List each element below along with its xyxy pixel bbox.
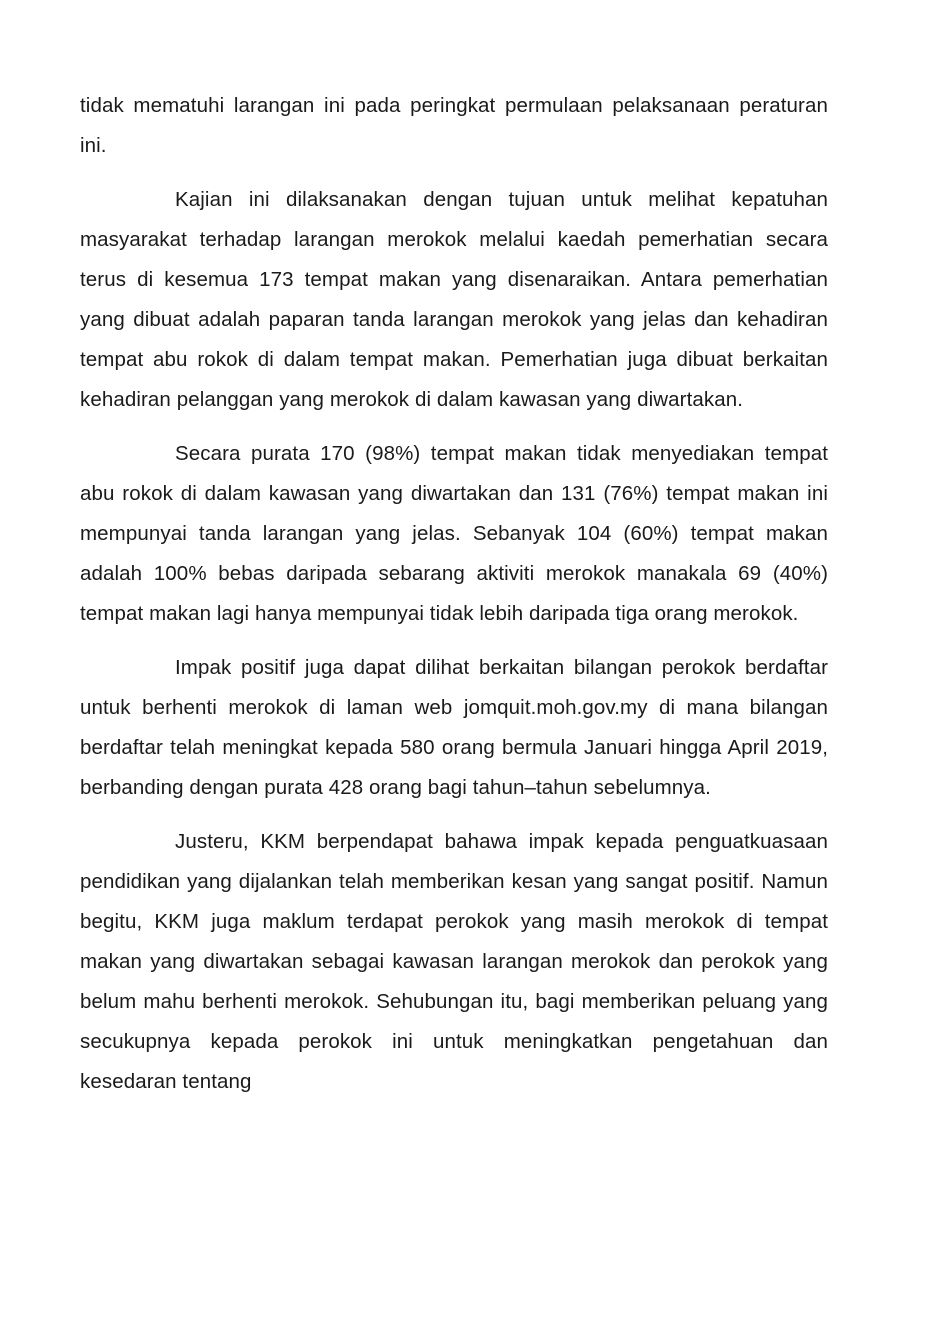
paragraph-study-purpose: Kajian ini dilaksanakan dengan tujuan untuk melihat kepatuhan masyarakat terhadap larangan merokok melalui kaedah pemerhatian secara terus di kesemua 173 tempat makan yang disenaraikan. Antara pemerhatian yang dibuat adalah paparan tanda larangan merokok yang jelas dan kehadiran tempat abu rokok di dalam tempat makan. Pemerhatian juga dibuat berkaitan kehadiran pelanggan yang merokok di dalam kawasan yang diwartakan. — [80, 188, 828, 411]
paragraph-positive-impact: Impak positif juga dapat dilihat berkaitan bilangan perokok berdaftar untuk berhenti merokok di laman web jomquit.moh.gov.my di mana bilangan berdaftar telah meningkat kepada 580 orang bermula Januari hingga April 2019, berbanding dengan purata 428 orang bagi tahun–tahun sebelumnya. — [80, 656, 828, 799]
document-page — [80, 86, 828, 1102]
paragraph-conclusion: Justeru, KKM berpendapat bahawa impak kepada penguatkuasaan pendidikan yang dijalankan telah memberikan kesan yang sangat positif. Namun begitu, KKM juga maklum terdapat perokok yang masih merokok di tempat makan yang diwartakan sebagai kawasan larangan merokok dan perokok yang belum mahu berhenti merokok. Sehubungan itu, bagi memberikan peluang yang secukupnya kepada perokok ini untuk meningkatkan pengetahuan dan kesedaran tentang — [80, 830, 828, 1093]
paragraph-average-findings: Secara purata 170 (98%) tempat makan tidak menyediakan tempat abu rokok di dalam kawasan yang diwartakan dan 131 (76%) tempat makan ini mempunyai tanda larangan yang jelas. Sebanyak 104 (60%) tempat makan adalah 100% bebas daripada sebarang aktiviti merokok manakala 69 (40%) tempat makan lagi hanya mempunyai tidak lebih daripada tiga orang merokok. — [80, 442, 828, 625]
paragraph-continuation: tidak mematuhi larangan ini pada peringkat permulaan pelaksanaan peraturan ini. — [80, 94, 828, 157]
